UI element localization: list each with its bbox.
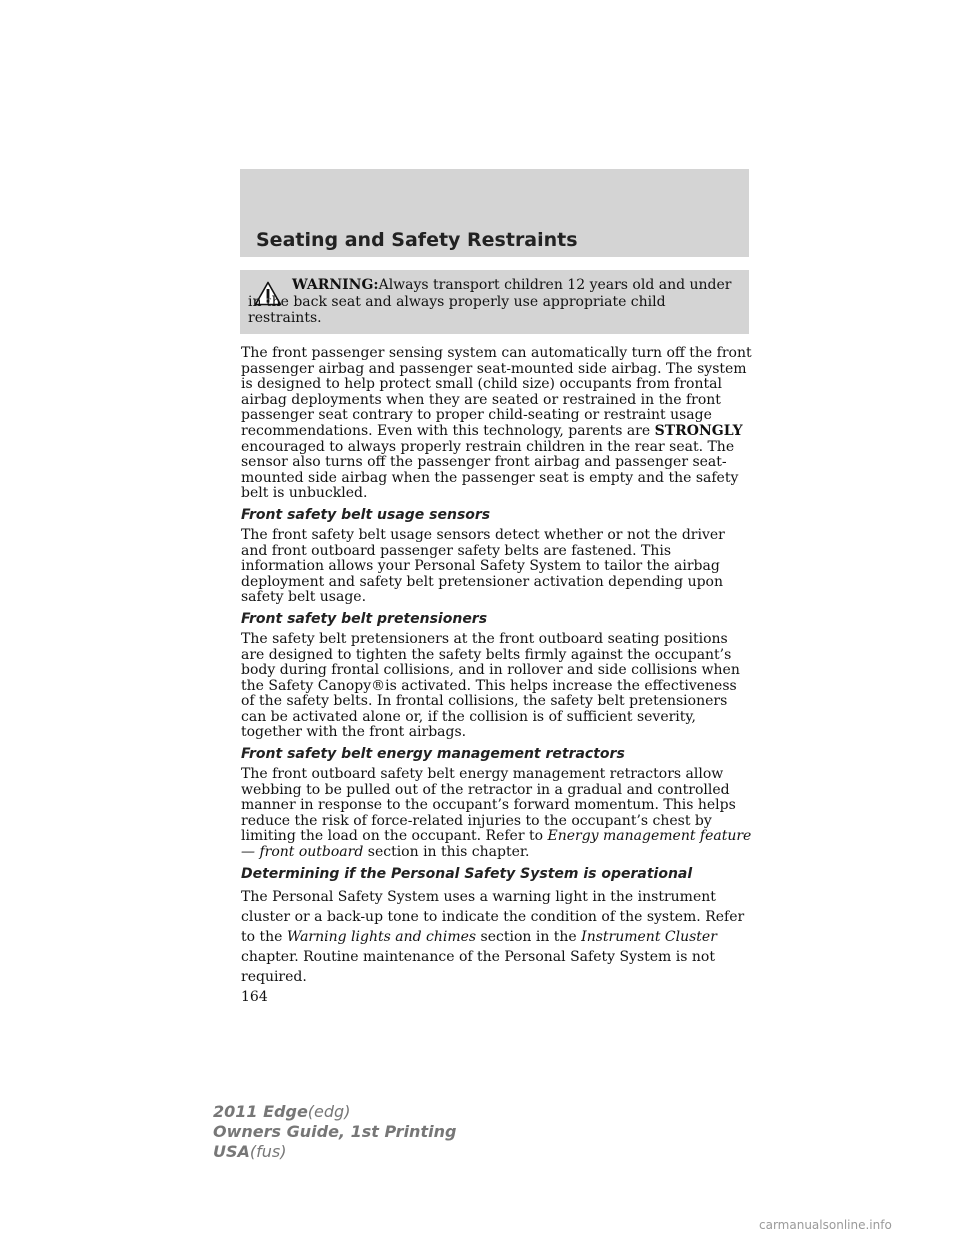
section-header-band <box>240 169 749 257</box>
paragraph-operational: The Personal Safety System uses a warning light in the instrument cluster or a back-up tone to indicate the condition of the system. Refer to the Warning lights and chimes section in the Instrument Cluster chapter. Routine maintenance of the Personal Safety System is not required. <box>241 888 745 985</box>
heading-retractors: Front safety belt energy management retractors <box>241 746 625 763</box>
section-title: Seating and Safety Restraints <box>256 229 578 251</box>
footer-line-edition: Owners Guide, 1st Printing <box>213 1122 457 1141</box>
paragraph-usage-sensors: The front safety belt usage sensors detect whether or not the driver and front outboard passenger safety belts are fastened. This information allows your Personal Safety System to tailor the airbag deployment and safety belt pretensioner activation depending upon safety belt usage. <box>241 526 725 606</box>
footer-line-market: USA(fus) <box>213 1142 287 1161</box>
page-content <box>241 346 753 1006</box>
paragraph-passenger-sensing: The front passenger sensing system can automatically turn off the front passenger airbag and passenger seat-mounted side airbag. The system is designed to help protect small (child size) occupants from frontal airbag deployments when they are seated or restrained in the front passenger seat contrary to proper child-seating or restraint usage recommendations. Even with this technology, parents are STRONGLY encouraged to always properly restrain children in the rear seat. The sensor also turns off the passenger front airbag and passenger seat-mounted side airbag when the passenger seat is empty and the safety belt is unbuckled. <box>241 345 752 502</box>
page-number: 164 <box>241 988 268 1005</box>
footer-line-model: 2011 Edge(edg) <box>213 1102 351 1121</box>
warning-label: WARNING: <box>292 277 379 293</box>
warning-message: Always transport children 12 years old and under in the back seat and always properly use appropriate child restraints. <box>248 277 732 326</box>
cross-reference-instrument-cluster: Instrument Cluster <box>581 928 717 945</box>
warning-box <box>240 270 749 334</box>
print-footer <box>213 1102 456 1162</box>
warning-text <box>248 277 743 327</box>
cross-reference-warning-lights: Warning lights and chimes <box>286 928 477 945</box>
watermark: carmanualsonline.info <box>759 1218 892 1232</box>
strongly-emphasis: STRONGLY <box>654 422 743 439</box>
paragraph-pretensioners: The safety belt pretensioners at the front outboard seating positions are designed to tighten the safety belts firmly against the occupant’s body during frontal collisions, and in rollover and side collisions when the Safety Canopy®is activated. This helps increase the effectiveness of the safety belts. In frontal collisions, the safety belt pretensioners can be activated alone or, if the collision is of sufficient severity, together with the front airbags. <box>241 630 740 741</box>
heading-operational: Determining if the Personal Safety System is operational <box>241 865 693 882</box>
heading-usage-sensors: Front safety belt usage sensors <box>241 506 491 523</box>
heading-pretensioners: Front safety belt pretensioners <box>241 610 488 627</box>
paragraph-retractors: The front outboard safety belt energy management retractors allow webbing to be pulled out of the retractor in a gradual and controlled manner in response to the occupant’s forward momentum. This helps reduce the risk of force-related injuries to the occupant’s chest by limiting the load on the occupant. Refer to Energy management feature — front outboard section in this chapter. <box>241 766 752 861</box>
cross-reference-energy-management: Energy management feature — front outboard <box>241 828 752 861</box>
